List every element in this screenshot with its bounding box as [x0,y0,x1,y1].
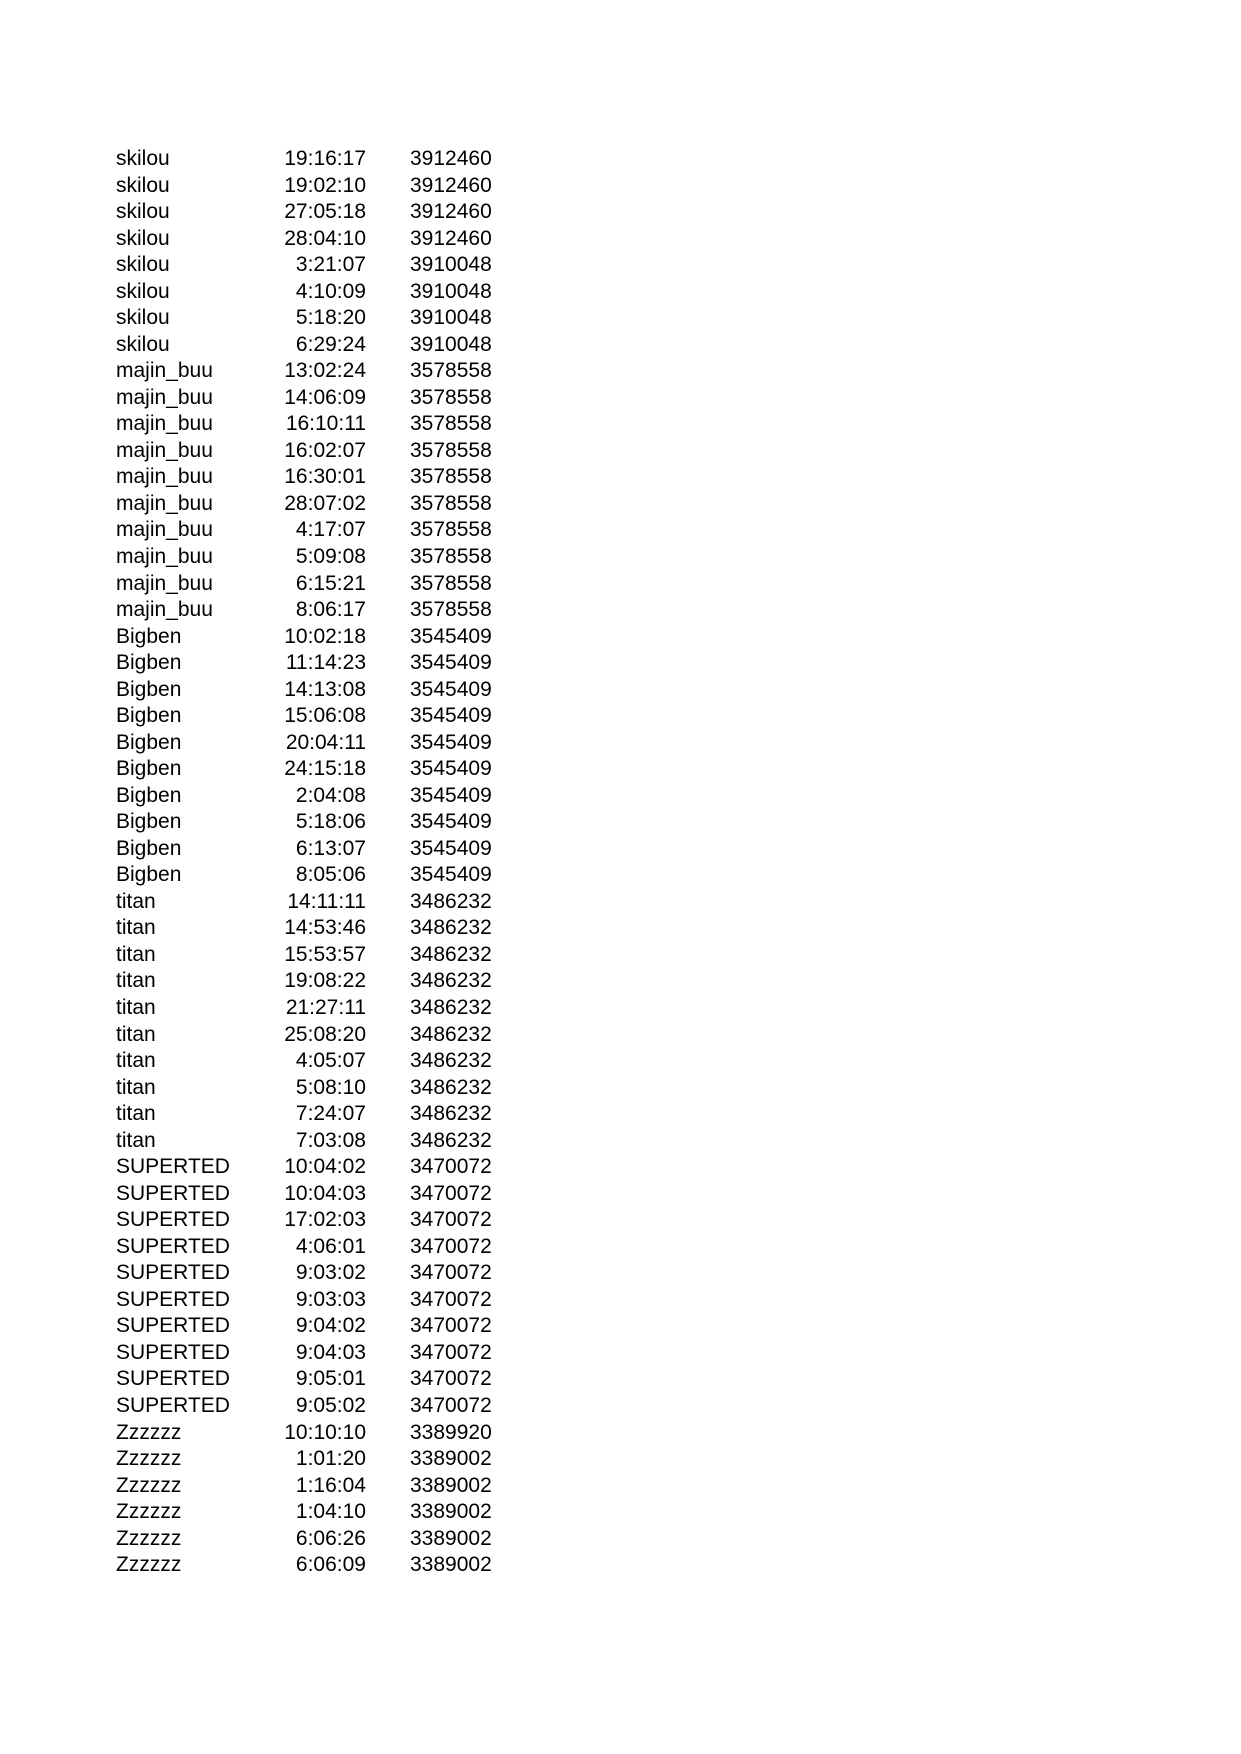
time-cell: 4:06:01 [295,1234,366,1258]
table-row [116,1207,516,1234]
table-row [116,1313,516,1340]
table-row [116,730,516,757]
score-cell: 3910048 [410,332,492,356]
score-cell: 3470072 [410,1261,492,1285]
player-name-cell: skilou [116,173,170,197]
table-row [116,703,516,730]
player-name-cell: titan [116,1049,156,1073]
table-row [116,358,516,385]
time-cell: 1:04:10 [295,1500,366,1524]
score-cell: 3470072 [410,1208,492,1232]
time-cell: 16:02:07 [284,438,366,462]
player-name-cell: Bigben [116,704,182,728]
time-cell: 4:05:07 [295,1049,366,1073]
player-name-cell: SUPERTED [116,1367,230,1391]
table-row [116,836,516,863]
table-row [116,199,516,226]
score-cell: 3545409 [410,704,492,728]
score-cell: 3912460 [410,173,492,197]
table-row [116,1446,516,1473]
player-name-cell: majin_buu [116,544,213,568]
score-cell: 3389002 [410,1526,492,1550]
time-cell: 14:06:09 [284,385,366,409]
table-row [116,1552,516,1579]
time-cell: 10:04:03 [284,1181,366,1205]
table-row [116,1499,516,1526]
time-cell: 10:02:18 [284,624,366,648]
time-cell: 6:06:09 [295,1553,366,1577]
table-row [116,305,516,332]
table-row [116,783,516,810]
player-name-cell: majin_buu [116,465,213,489]
table-row [116,1260,516,1287]
score-cell: 3578558 [410,571,492,595]
score-cell: 3486232 [410,942,492,966]
time-cell: 20:04:11 [285,730,366,754]
score-cell: 3389002 [410,1553,492,1577]
table-row [116,597,516,624]
player-name-cell: majin_buu [116,412,213,436]
player-name-cell: majin_buu [116,571,213,595]
player-name-cell: SUPERTED [116,1181,230,1205]
table-row [116,1366,516,1393]
score-cell: 3545409 [410,677,492,701]
table-row [116,438,516,465]
table-row [116,411,516,438]
table-row [116,756,516,783]
time-cell: 9:04:02 [295,1314,366,1338]
time-cell: 13:02:24 [284,359,366,383]
score-cell: 3910048 [410,253,492,277]
score-cell: 3578558 [410,518,492,542]
table-row [116,915,516,942]
score-cell: 3910048 [410,306,492,330]
table-row [116,889,516,916]
score-cell: 3545409 [410,836,492,860]
time-cell: 15:06:08 [284,704,366,728]
time-cell: 16:10:11 [285,412,366,436]
score-cell: 3912460 [410,200,492,224]
player-name-cell: SUPERTED [116,1340,230,1364]
table-row [116,968,516,995]
player-name-cell: titan [116,916,156,940]
player-name-cell: Zzzzzz [116,1553,182,1577]
score-cell: 3910048 [410,279,492,303]
time-cell: 9:04:03 [295,1340,366,1364]
score-cell: 3486232 [410,1102,492,1126]
player-name-cell: Zzzzzz [116,1473,182,1497]
table-row [116,1181,516,1208]
time-cell: 10:10:10 [284,1420,366,1444]
time-cell: 3:21:07 [295,253,366,277]
table-row [116,809,516,836]
player-name-cell: Zzzzzz [116,1526,182,1550]
player-name-cell: skilou [116,279,170,303]
score-cell: 3470072 [410,1367,492,1391]
table-row [116,1101,516,1128]
table-row [116,1048,516,1075]
score-cell: 3545409 [410,757,492,781]
score-cell: 3470072 [410,1287,492,1311]
table-row [116,1473,516,1500]
score-cell: 3545409 [410,624,492,648]
score-cell: 3486232 [410,1075,492,1099]
table-row [116,332,516,359]
time-cell: 2:04:08 [295,783,366,807]
time-cell: 19:02:10 [284,173,366,197]
time-cell: 6:06:26 [295,1526,366,1550]
time-cell: 5:18:06 [295,810,366,834]
time-cell: 17:02:03 [284,1208,366,1232]
time-cell: 19:16:17 [284,147,366,170]
time-cell: 6:13:07 [295,836,366,860]
time-cell: 7:24:07 [295,1102,366,1126]
score-cell: 3486232 [410,1128,492,1152]
table-row [116,1526,516,1553]
time-cell: 5:08:10 [295,1075,366,1099]
score-cell: 3578558 [410,385,492,409]
time-cell: 11:14:23 [285,651,366,675]
score-cell: 3389920 [410,1420,492,1444]
player-name-cell: majin_buu [116,359,213,383]
table-row [116,1154,516,1181]
table-row [116,1234,516,1261]
time-cell: 15:53:57 [284,942,366,966]
player-name-cell: majin_buu [116,491,213,515]
player-name-cell: skilou [116,253,170,277]
time-cell: 27:05:18 [284,200,366,224]
score-cell: 3545409 [410,651,492,675]
player-name-cell: Bigben [116,810,182,834]
score-cell: 3389002 [410,1500,492,1524]
time-cell: 4:10:09 [295,279,366,303]
table-row [116,1075,516,1102]
score-cell: 3470072 [410,1314,492,1338]
player-name-cell: skilou [116,147,170,170]
time-cell: 9:05:01 [295,1367,366,1391]
time-cell: 4:17:07 [295,518,366,542]
table-row [116,385,516,412]
player-name-cell: skilou [116,332,170,356]
player-name-cell: majin_buu [116,518,213,542]
score-cell: 3578558 [410,359,492,383]
player-name-cell: Bigben [116,783,182,807]
score-cell: 3486232 [410,996,492,1019]
table-row [116,995,516,1022]
time-cell: 28:04:10 [284,226,366,250]
score-cell: 3578558 [410,465,492,489]
player-name-cell: titan [116,1075,156,1099]
table-row [116,1128,516,1155]
time-cell: 14:13:08 [284,677,366,701]
player-name-cell: SUPERTED [116,1393,230,1417]
table-row [116,862,516,889]
player-name-cell: Bigben [116,624,182,648]
table-row [116,677,516,704]
player-name-cell: titan [116,969,156,993]
table-row [116,146,516,173]
table-row [116,1022,516,1049]
player-name-cell: Bigben [116,677,182,701]
player-name-cell: Bigben [116,651,182,675]
player-name-cell: Zzzzzz [116,1447,182,1471]
score-cell: 3912460 [410,226,492,250]
player-name-cell: titan [116,942,156,966]
time-cell: 9:03:02 [295,1261,366,1285]
table-row [116,173,516,200]
player-name-cell: titan [116,1102,156,1126]
score-cell: 3545409 [410,863,492,887]
table-row [116,942,516,969]
table-row [116,1420,516,1447]
player-name-cell: Bigben [116,730,182,754]
table-row [116,279,516,306]
player-name-cell: SUPERTED [116,1155,230,1179]
time-cell: 16:30:01 [284,465,366,489]
table-row [116,1287,516,1314]
score-cell: 3470072 [410,1181,492,1205]
time-cell: 21:27:11 [285,996,366,1019]
time-cell: 28:07:02 [284,491,366,515]
player-name-cell: majin_buu [116,385,213,409]
score-cell: 3578558 [410,412,492,436]
table-row [116,226,516,253]
time-cell: 7:03:08 [295,1128,366,1152]
time-cell: 8:05:06 [295,863,366,887]
score-cell: 3470072 [410,1234,492,1258]
score-cell: 3486232 [410,1022,492,1046]
player-name-cell: Bigben [116,757,182,781]
player-name-cell: titan [116,996,156,1019]
player-name-cell: SUPERTED [116,1261,230,1285]
player-name-cell: SUPERTED [116,1234,230,1258]
time-cell: 8:06:17 [295,598,366,622]
player-name-cell: majin_buu [116,598,213,622]
score-cell: 3470072 [410,1340,492,1364]
table-row [116,1340,516,1367]
score-cell: 3389002 [410,1473,492,1497]
score-cell: 3545409 [410,810,492,834]
table-row [116,464,516,491]
score-cell: 3486232 [410,969,492,993]
time-cell: 9:05:02 [295,1393,366,1417]
time-cell: 10:04:02 [284,1155,366,1179]
score-cell: 3470072 [410,1155,492,1179]
time-cell: 1:01:20 [295,1447,366,1471]
score-cell: 3486232 [410,916,492,940]
score-cell: 3389002 [410,1447,492,1471]
time-cell: 1:16:04 [295,1473,366,1497]
player-name-cell: titan [116,1128,156,1152]
player-name-cell: Bigben [116,836,182,860]
player-name-cell: Zzzzzz [116,1500,182,1524]
time-cell: 25:08:20 [284,1022,366,1046]
time-cell: 19:08:22 [284,969,366,993]
time-cell: 24:15:18 [284,757,366,781]
player-name-cell: skilou [116,306,170,330]
time-cell: 14:11:11 [287,889,366,913]
table-row [116,491,516,518]
score-cell: 3545409 [410,730,492,754]
table-row [116,624,516,651]
player-name-cell: majin_buu [116,438,213,462]
score-cell: 3470072 [410,1393,492,1417]
score-cell: 3545409 [410,783,492,807]
time-cell: 6:29:24 [295,332,366,356]
table-row [116,517,516,544]
table-row [116,1393,516,1420]
player-name-cell: skilou [116,226,170,250]
score-cell: 3578558 [410,438,492,462]
player-name-cell: titan [116,1022,156,1046]
score-cell: 3578558 [410,598,492,622]
score-cell: 3912460 [410,147,492,170]
table-row [116,252,516,279]
player-name-cell: Zzzzzz [116,1420,182,1444]
player-name-cell: skilou [116,200,170,224]
player-name-cell: SUPERTED [116,1287,230,1311]
player-name-cell: SUPERTED [116,1208,230,1232]
score-cell: 3578558 [410,544,492,568]
score-cell: 3578558 [410,491,492,515]
score-table [116,146,516,1579]
score-cell: 3486232 [410,889,492,913]
time-cell: 14:53:46 [284,916,366,940]
table-row [116,650,516,677]
score-cell: 3486232 [410,1049,492,1073]
time-cell: 9:03:03 [295,1287,366,1311]
table-row [116,571,516,598]
player-name-cell: SUPERTED [116,1314,230,1338]
time-cell: 5:09:08 [295,544,366,568]
table-row [116,544,516,571]
player-name-cell: Bigben [116,863,182,887]
time-cell: 5:18:20 [295,306,366,330]
time-cell: 6:15:21 [295,571,366,595]
player-name-cell: titan [116,889,156,913]
